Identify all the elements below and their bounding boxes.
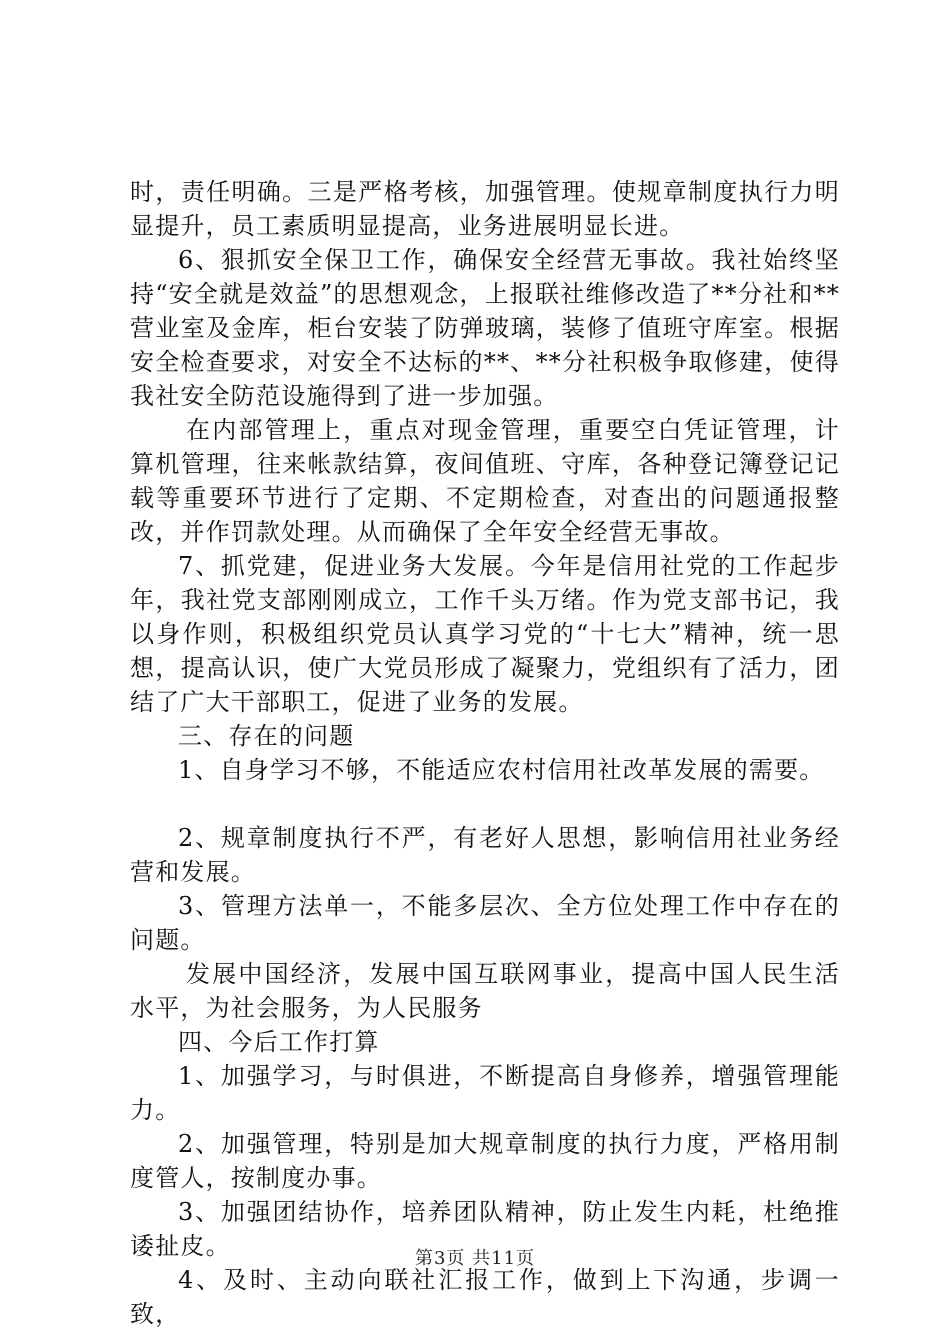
paragraph-7: 2、规章制度执行不严，有老好人思想，影响信用社业务经营和发展。: [130, 824, 840, 886]
paragraph-1: 时，责任明确。三是严格考核，加强管理。使规章制度执行力明显提升，员工素质明显提高，业务进展明显长进。: [130, 178, 840, 240]
page-number-footer: 第3页 共11页: [414, 1248, 536, 1269]
document-body: [130, 175, 840, 1331]
section-heading-problems: 三、存在的问题: [178, 722, 355, 750]
paragraph-8: 3、管理方法单一，不能多层次、全方位处理工作中存在的问题。: [130, 892, 840, 954]
paragraph-3: 在内部管理上，重点对现金管理，重要空白凭证管理，计算机管理，往来帐款结算，夜间值班、守库，各种登记簿登记记载等重要环节进行了定期、不定期检查，对查出的问题通报整改，并作罚款处理。从而确保了全年安全经营无事故。: [130, 416, 840, 546]
paragraph-14: 4、及时、主动向联社汇报工作，做到上下沟通，步调一致，: [130, 1266, 840, 1328]
paragraph-9: 发展中国经济，发展中国互联网事业，提高中国人民生活水平，为社会服务，为人民服务: [130, 960, 840, 1022]
paragraph-11: 1、加强学习，与时俱进，不断提高自身修养，增强管理能力。: [130, 1062, 840, 1124]
paragraph-2: 6、狠抓安全保卫工作，确保安全经营无事故。我社始终坚持“安全就是效益”的思想观念，上报联社维修改造了**分社和**营业室及金库，柜台安装了防弹玻璃，装修了值班守库室。根据安全检查要求，对安全不达标的**、**分社积极争取修建，使得我社安全防范设施得到了进一步加强。: [130, 246, 840, 410]
blank-line: [130, 787, 840, 821]
paragraph-4: 7、抓党建，促进业务大发展。今年是信用社党的工作起步年，我社党支部刚刚成立，工作千头万绪。作为党支部书记，我以身作则，积极组织党员认真学习党的“十七大”精神，统一思想，提高认识，使广大党员形成了凝聚力，党组织有了活力，团结了广大干部职工，促进了业务的发展。: [130, 552, 840, 716]
paragraph-6: 1、自身学习不够，不能适应农村信用社改革发展的需要。: [178, 756, 825, 784]
paragraph-13: 3、加强团结协作，培养团队精神，防止发生内耗，杜绝推诿扯皮。: [130, 1198, 840, 1260]
paragraph-12: 2、加强管理，特别是加大规章制度的执行力度，严格用制度管人，按制度办事。: [130, 1130, 840, 1192]
section-heading-plans: 四、今后工作打算: [178, 1028, 380, 1056]
